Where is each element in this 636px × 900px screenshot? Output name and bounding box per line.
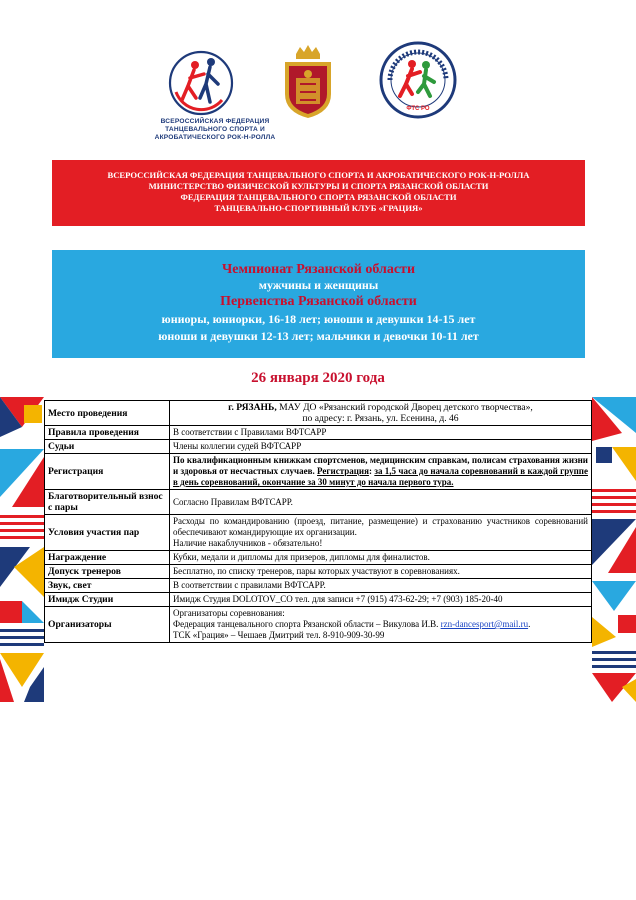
geometric-decoration-right: [592, 397, 636, 702]
judges-value: Члены коллегии судей ВФТСАРР: [170, 440, 592, 454]
first-subtitle: юниоры, юниорки, 16-18 лет; юноши и девушки 14-15 лет: [161, 312, 476, 326]
organizer-email-link[interactable]: rzn-dancesport@mail.ru: [440, 619, 529, 629]
logos-row: [0, 0, 636, 150]
sound-value: В соответствии с правилами ВФТСАРР.: [170, 579, 592, 593]
organizers-federation: Федерация танцевального спорта Рязанской области – Викулова И.В.: [173, 619, 441, 629]
coaches-label: Допуск тренеров: [45, 565, 170, 579]
awards-value: Кубки, медали и дипломы для призеров, дипломы для финалистов.: [170, 551, 592, 565]
info-table: [44, 400, 592, 643]
venue-city: г. РЯЗАНЬ,: [228, 402, 277, 413]
organizers-dot: .: [528, 619, 531, 629]
registration-value: [170, 454, 592, 490]
registration-label: Регистрация: [45, 454, 170, 490]
judges-label: Судьи: [45, 440, 170, 454]
ftsr-logo-icon: [378, 40, 458, 120]
table-row: [45, 401, 592, 426]
header-line: ВСЕРОССИЙСКАЯ ФЕДЕРАЦИЯ ТАНЦЕВАЛЬНОГО СПОРТА И АКРОБАТИЧЕСКОГО РОК-Н-РОЛЛА: [107, 170, 530, 180]
awards-label: Награждение: [45, 551, 170, 565]
venue-org: МАУ ДО «Рязанский городской Дворец детского творчества»,: [276, 402, 533, 413]
header-line: ФЕДЕРАЦИЯ ТАНЦЕВАЛЬНОГО СПОРТА РЯЗАНСКОЙ ОБЛАСТИ: [180, 192, 457, 202]
geometric-decoration-left: [0, 397, 44, 702]
registration-word: Регистрация: [317, 466, 369, 476]
image-studio-label: Имидж Студии: [45, 593, 170, 607]
championship-subtitle: мужчины и женщины: [258, 278, 379, 292]
rules-value: В соответствии с Правилами ВФТСАРР: [170, 426, 592, 440]
table-row: [45, 454, 592, 490]
venue-value: [170, 401, 592, 426]
ftsr-logo-label: ФТС РО: [406, 106, 430, 112]
table-row: [45, 593, 592, 607]
fee-label: Благотворительный взнос с пары: [45, 490, 170, 515]
table-row: [45, 551, 592, 565]
dancers-icon: [166, 48, 236, 118]
federation-logo-line: АКРОБАТИЧЕСКОГО РОК-Н-РОЛЛА: [154, 134, 276, 141]
ryazan-coat-of-arms-icon: [282, 44, 334, 120]
registration-time: за 1,5 часа до начала соревнований в каждой группе в день соревнований, окончание за 30 минут до начала первого тура.: [173, 466, 588, 487]
registration-documents: По квалификационным книжкам спортсменов, медицинским справкам, полисам страхования жизни и здоровья от несчастных случаев.: [173, 455, 588, 476]
event-info-table: [44, 400, 592, 643]
organizers-header-band: [52, 160, 585, 226]
sound-label: Звук, свет: [45, 579, 170, 593]
venue-label: Место проведения: [45, 401, 170, 426]
event-date: 26 января 2020 года: [251, 370, 385, 386]
header-line: МИНИСТЕРСТВО ФИЗИЧЕСКОЙ КУЛЬТУРЫ И СПОРТА РЯЗАНСКОЙ ОБЛАСТИ: [148, 181, 489, 191]
organizers-label: Организаторы: [45, 607, 170, 643]
organizers-value: [170, 607, 592, 643]
header-line: ТАНЦЕВАЛЬНО-СПОРТИВНЫЙ КЛУБ «ГРАЦИЯ»: [214, 203, 423, 213]
table-row: [45, 490, 592, 515]
federation-logo-line: ТАНЦЕВАЛЬНОГО СПОРТА И: [165, 126, 265, 133]
first-title: Первенства Рязанской области: [220, 294, 417, 309]
organizers-club: ТСК «Грация» – Чешаев Дмитрий тел. 8-910-909-30-99: [173, 630, 385, 640]
conditions-value: [170, 515, 592, 551]
federation-logo-text: [150, 118, 280, 142]
fee-value: Согласно Правилам ВФТСАРР.: [170, 490, 592, 515]
first-subtitle: юноши и девушки 12-13 лет; мальчики и девочки 10-11 лет: [158, 329, 479, 343]
table-row: [45, 565, 592, 579]
conditions-expenses: Расходы по командированию (проезд, питание, размещение) и страхованию участников соревнований обеспечивают командирующие их организации.: [173, 516, 588, 537]
conditions-label: Условия участия пар: [45, 515, 170, 551]
venue-address: по адресу: г. Рязань, ул. Есенина, д. 46: [302, 413, 459, 424]
table-row: [45, 607, 592, 643]
table-row: [45, 426, 592, 440]
rules-label: Правила проведения: [45, 426, 170, 440]
conditions-heel-caps: Наличие накаблучников - обязательно!: [173, 538, 323, 548]
federation-logo-line: ВСЕРОССИЙСКАЯ ФЕДЕРАЦИЯ: [160, 118, 270, 125]
registration-colon: :: [368, 466, 375, 476]
image-studio-value: Имидж Студия DOLOTOV_CO тел. для записи +7 (915) 473-62-29; +7 (903) 185-20-40: [170, 593, 592, 607]
table-row: [45, 579, 592, 593]
table-row: [45, 440, 592, 454]
table-row: [45, 515, 592, 551]
event-title-band: [52, 250, 585, 358]
organizers-heading: Организаторы соревнования:: [173, 608, 285, 618]
coaches-value: Бесплатно, по списку тренеров, пары которых участвуют в соревнованиях.: [170, 565, 592, 579]
championship-title: Чемпионат Рязанской области: [221, 262, 416, 277]
